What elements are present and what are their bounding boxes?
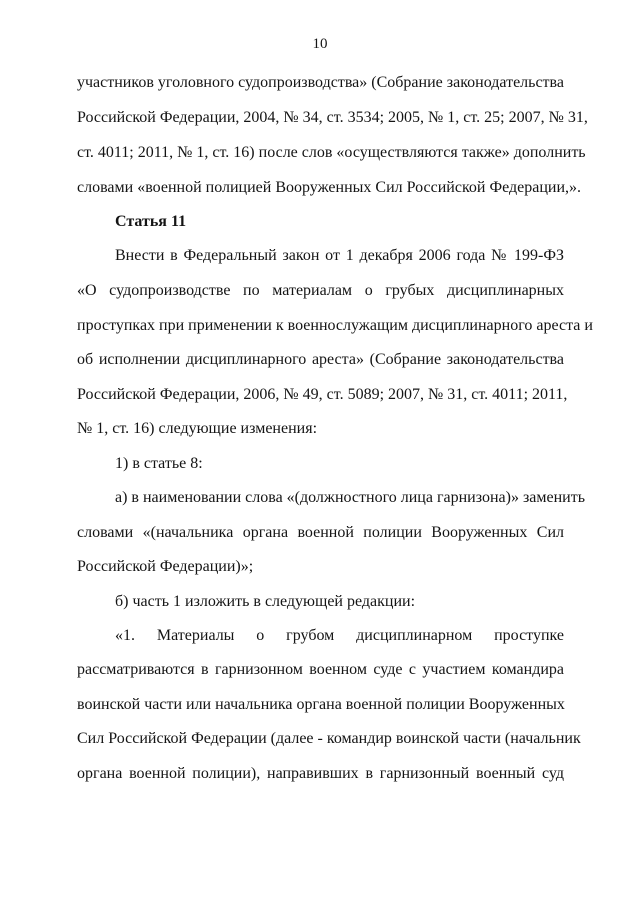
text-line: Российской Федерации)»; xyxy=(77,558,254,575)
text-line: рассматриваются в гарнизонном военном суде с участием командира xyxy=(77,661,564,678)
text-line: словами «(начальника органа военной полиции Вооруженных Сил xyxy=(77,524,564,541)
text-line: об исполнении дисциплинарного ареста» (Собрание законодательства xyxy=(77,351,564,368)
text-line: участников уголовного судопроизводства» (Собрание законодательства xyxy=(77,74,564,91)
text-line: № 1, ст. 16) следующие изменения: xyxy=(77,420,318,437)
list-item: 1) в статье 8: xyxy=(115,455,203,472)
text-line: Внести в Федеральный закон от 1 декабря 2006 года № 199-ФЗ xyxy=(115,247,564,264)
text-line: воинской части или начальника органа военной полиции Вооруженных xyxy=(77,696,565,713)
text-line: Сил Российской Федерации (далее - командир воинской части (начальник xyxy=(77,730,581,747)
text-line: проступках при применении к военнослужащим дисциплинарного ареста и xyxy=(77,317,593,334)
text-line: «1. Материалы о грубом дисциплинарном проступке xyxy=(115,627,564,644)
text-line: Российской Федерации, 2006, № 49, ст. 5089; 2007, № 31, ст. 4011; 2011, xyxy=(77,386,568,403)
list-item: б) часть 1 изложить в следующей редакции: xyxy=(115,593,416,610)
text-line: словами «военной полицией Вооруженных Сил Российской Федерации,». xyxy=(77,179,582,196)
page-number: 10 xyxy=(312,36,328,52)
text-line: органа военной полиции), направивших в гарнизонный военный суд xyxy=(77,765,564,782)
text-line: а) в наименовании слова «(должностного лица гарнизона)» заменить xyxy=(115,489,586,506)
text-line: ст. 4011; 2011, № 1, ст. 16) после слов «осуществляются также» дополнить xyxy=(77,144,586,161)
text-line: «О судопроизводстве по материалам о грубых дисциплинарных xyxy=(77,282,564,299)
article-heading: Статья 11 xyxy=(115,213,187,230)
text-line: Российской Федерации, 2004, № 34, ст. 3534; 2005, № 1, ст. 25; 2007, № 31, xyxy=(77,109,588,126)
